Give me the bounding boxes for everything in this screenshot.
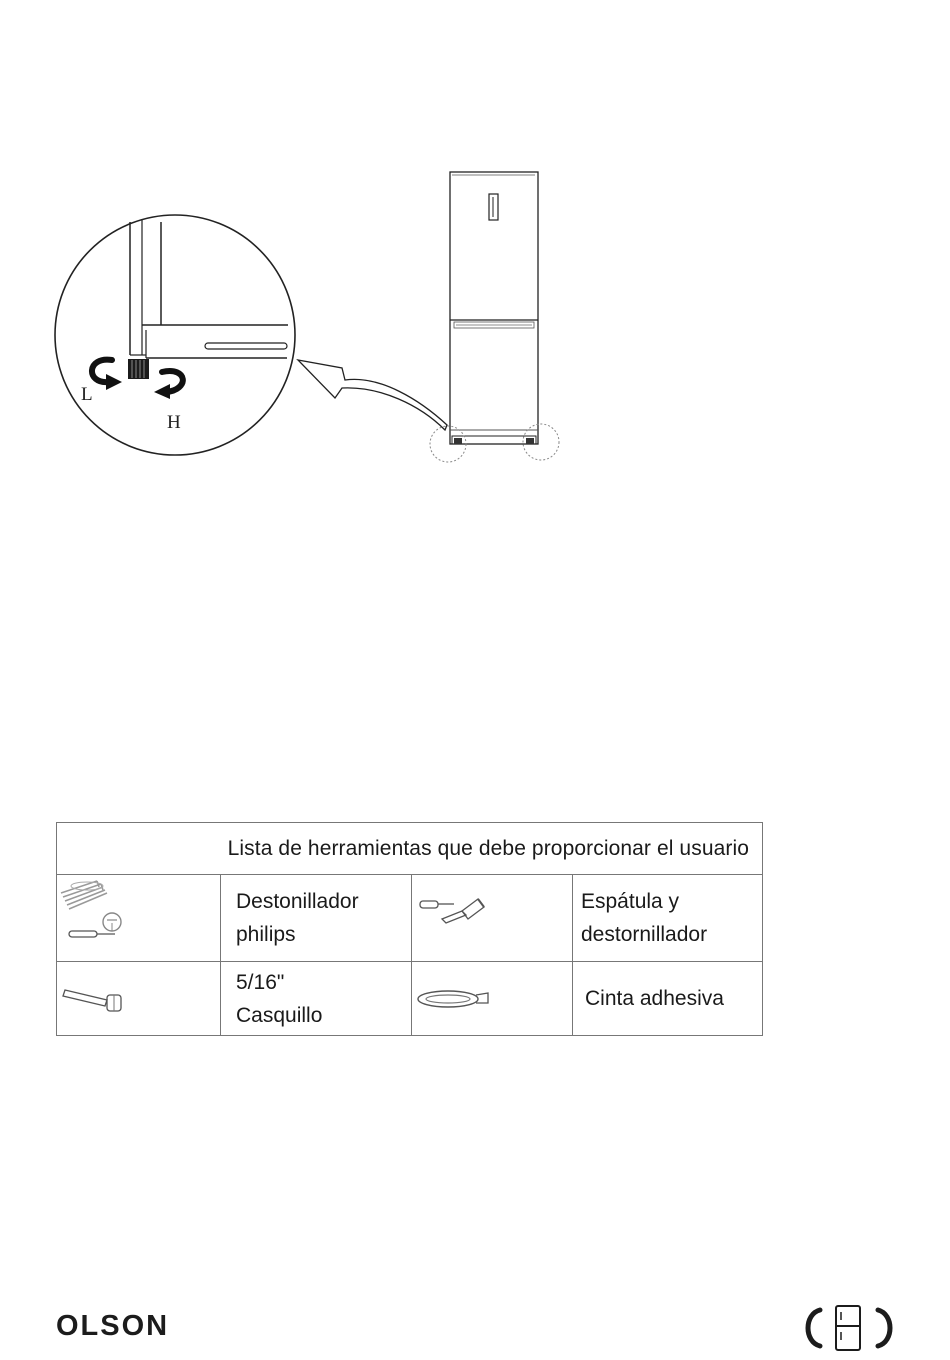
tool-icon-cell [412, 962, 573, 1036]
tools-table-title: Lista de herramientas que debe proporcionar el usuario [57, 823, 763, 875]
adhesive-tape-icon [412, 962, 573, 1035]
table-row [57, 962, 763, 1036]
tools-table [56, 822, 763, 1036]
tool-icon-cell [57, 962, 221, 1036]
tool-label-tape: Cinta adhesiva [573, 962, 763, 1036]
leveling-foot [128, 359, 149, 379]
pointer-arrow [298, 360, 447, 430]
label-high: H [167, 412, 181, 433]
rotate-clockwise-icon [154, 371, 183, 399]
table-row [57, 875, 763, 962]
allen-keys-screwdriver-icon [57, 875, 221, 961]
socket-wrench-icon [57, 962, 221, 1035]
leveling-feet-diagram [0, 0, 950, 520]
fridge-logo-icon [802, 1304, 896, 1352]
leveling-foot-detail [55, 215, 295, 455]
refrigerator-illustration [430, 172, 559, 462]
tool-label-socket: 5/16" Casquillo [221, 962, 412, 1036]
label-low: L [81, 384, 93, 405]
brand-logo: OLSON [56, 1310, 170, 1342]
tool-icon-cell [57, 875, 221, 962]
tool-icon-cell [412, 875, 573, 962]
rotate-counterclockwise-icon [92, 360, 122, 390]
tool-label-spatula: Espátula y destornillador [573, 875, 763, 962]
spatula-screwdriver-icon [412, 875, 573, 961]
tool-label-philips-screwdriver: Destonillador philips [221, 875, 412, 962]
